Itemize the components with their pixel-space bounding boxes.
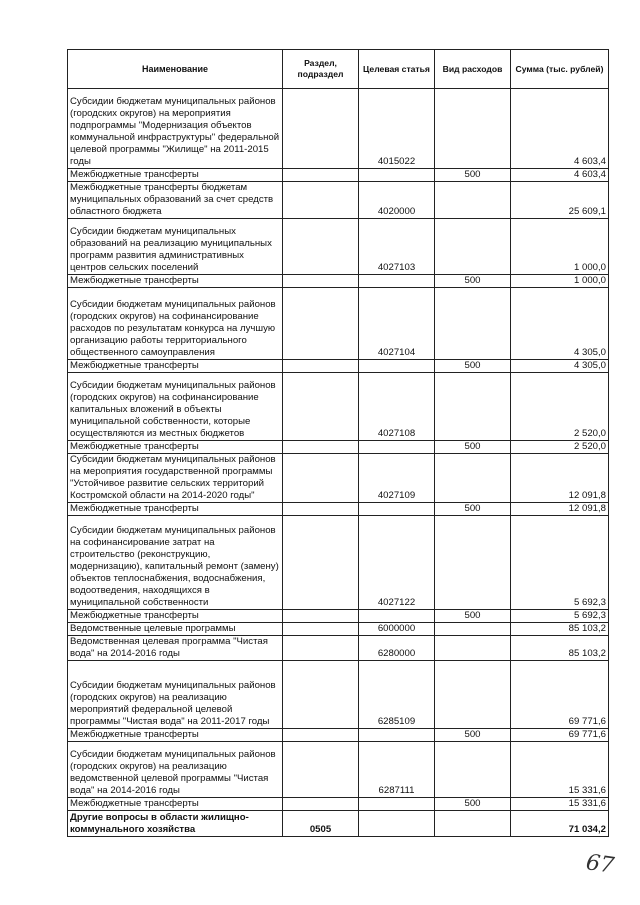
table-row bbox=[68, 503, 609, 516]
budget-table bbox=[67, 49, 609, 837]
table-cell-expense-type bbox=[435, 373, 511, 441]
table-row bbox=[68, 636, 609, 661]
table-cell-expense-type bbox=[435, 182, 511, 219]
table-header-row bbox=[68, 50, 609, 89]
table-cell-amount: 4 305,0 bbox=[511, 360, 609, 373]
table-cell-section: 0505 bbox=[283, 811, 359, 837]
table-cell-target bbox=[359, 169, 435, 182]
table-row bbox=[68, 623, 609, 636]
table-cell-target bbox=[359, 503, 435, 516]
table-cell-expense-type bbox=[435, 516, 511, 610]
table-cell-name: Межбюджетные трансферты bbox=[68, 503, 283, 516]
table-cell-amount: 2 520,0 bbox=[511, 441, 609, 454]
table-cell-section bbox=[283, 729, 359, 742]
table-cell-expense-type bbox=[435, 454, 511, 503]
table-cell-amount: 12 091,8 bbox=[511, 454, 609, 503]
table-row bbox=[68, 288, 609, 360]
table-cell-expense-type: 500 bbox=[435, 729, 511, 742]
table-cell-amount: 69 771,6 bbox=[511, 729, 609, 742]
table-cell-expense-type bbox=[435, 661, 511, 729]
table-cell-section bbox=[283, 454, 359, 503]
table-cell-expense-type: 500 bbox=[435, 441, 511, 454]
table-cell-name: Субсидии бюджетам муниципальных районов на мероприятия государственной программы "Устойчивое развитие сельских территорий Костромской области на 2014-2020 годы" bbox=[68, 454, 283, 503]
table-cell-section bbox=[283, 636, 359, 661]
table-cell-expense-type: 500 bbox=[435, 275, 511, 288]
table-cell-expense-type bbox=[435, 636, 511, 661]
table-row bbox=[68, 275, 609, 288]
table-cell-section bbox=[283, 288, 359, 360]
table-cell-amount: 1 000,0 bbox=[511, 275, 609, 288]
table-row bbox=[68, 798, 609, 811]
table-body bbox=[68, 89, 609, 837]
table-cell-amount: 1 000,0 bbox=[511, 219, 609, 275]
table-cell-amount: 4 305,0 bbox=[511, 288, 609, 360]
table-cell-amount: 69 771,6 bbox=[511, 661, 609, 729]
table-cell-section bbox=[283, 661, 359, 729]
table-cell-amount: 12 091,8 bbox=[511, 503, 609, 516]
table-cell-section bbox=[283, 373, 359, 441]
table-cell-amount: 2 520,0 bbox=[511, 373, 609, 441]
table-cell-target: 4027103 bbox=[359, 219, 435, 275]
table-cell-section bbox=[283, 275, 359, 288]
table-row bbox=[68, 454, 609, 503]
table-row bbox=[68, 610, 609, 623]
table-cell-target bbox=[359, 729, 435, 742]
table-cell-amount: 15 331,6 bbox=[511, 742, 609, 798]
header-section: Раздел, подраздел bbox=[283, 50, 359, 89]
table-row bbox=[68, 89, 609, 169]
table-cell-name: Ведомственная целевая программа "Чистая вода" на 2014-2016 годы bbox=[68, 636, 283, 661]
table-row bbox=[68, 811, 609, 837]
table-cell-target: 6000000 bbox=[359, 623, 435, 636]
table-cell-target bbox=[359, 275, 435, 288]
table-cell-name: Межбюджетные трансферты bbox=[68, 798, 283, 811]
table-row bbox=[68, 729, 609, 742]
table-cell-name: Субсидии бюджетам муниципальных районов (городских округов) на реализацию ведомственной целевой программы "Чистая вода" на 2014-2016 годы bbox=[68, 742, 283, 798]
table-cell-name: Субсидии бюджетам муниципальных районов на софинансирование затрат на строительство (реконструкцию, модернизацию), капитальный ремонт (замену) объектов теплоснабжения, водоснабжения, водоотведения, находящихся в муниципальной собственности bbox=[68, 516, 283, 610]
table-cell-expense-type: 500 bbox=[435, 798, 511, 811]
table-cell-expense-type: 500 bbox=[435, 610, 511, 623]
table-cell-section bbox=[283, 742, 359, 798]
table-cell-name: Субсидии бюджетам муниципальных районов (городских округов) на софинансирование расходов по результатам конкурса на лучшую организацию работы территориального общественного самоуправления bbox=[68, 288, 283, 360]
table-cell-name: Межбюджетные трансферты bbox=[68, 169, 283, 182]
table-cell-section bbox=[283, 623, 359, 636]
table-row bbox=[68, 441, 609, 454]
table-cell-expense-type bbox=[435, 742, 511, 798]
table-cell-name: Межбюджетные трансферты bbox=[68, 610, 283, 623]
header-name: Наименование bbox=[68, 50, 283, 89]
table-cell-expense-type bbox=[435, 89, 511, 169]
table-cell-amount: 4 603,4 bbox=[511, 169, 609, 182]
header-expense-type: Вид расходов bbox=[435, 50, 511, 89]
table-cell-section bbox=[283, 610, 359, 623]
table-cell-name: Субсидии бюджетам муниципальных районов (городских округов) на софинансирование капитальных вложений в объекты муниципальной собственности, которые осуществляются из местных бюджетов bbox=[68, 373, 283, 441]
table-cell-amount: 4 603,4 bbox=[511, 89, 609, 169]
table-cell-section bbox=[283, 798, 359, 811]
table-cell-section bbox=[283, 89, 359, 169]
table-cell-target bbox=[359, 798, 435, 811]
table-cell-expense-type: 500 bbox=[435, 169, 511, 182]
table-cell-name: Ведомственные целевые программы bbox=[68, 623, 283, 636]
header-target: Целевая статья bbox=[359, 50, 435, 89]
table-cell-name: Межбюджетные трансферты bbox=[68, 441, 283, 454]
table-cell-target: 6285109 bbox=[359, 661, 435, 729]
table-cell-amount: 5 692,3 bbox=[511, 610, 609, 623]
table-cell-target: 4027122 bbox=[359, 516, 435, 610]
table-cell-amount: 5 692,3 bbox=[511, 516, 609, 610]
table-cell-name: Субсидии бюджетам муниципальных районов (городских округов) на мероприятия подпрограммы "Модернизация объектов коммунальной инфраструктуры" федеральной целевой программы "Жилище" на 2011-2015 годы bbox=[68, 89, 283, 169]
table-cell-section bbox=[283, 219, 359, 275]
table-cell-name: Межбюджетные трансферты bbox=[68, 360, 283, 373]
table-cell-amount: 15 331,6 bbox=[511, 798, 609, 811]
table-cell-name: Межбюджетные трансферты бюджетам муниципальных образований за счет средств областного бюджета bbox=[68, 182, 283, 219]
table-cell-name: Межбюджетные трансферты bbox=[68, 729, 283, 742]
table-cell-target bbox=[359, 811, 435, 837]
table-cell-expense-type bbox=[435, 288, 511, 360]
table-row bbox=[68, 373, 609, 441]
table-cell-expense-type bbox=[435, 811, 511, 837]
table-cell-amount: 25 609,1 bbox=[511, 182, 609, 219]
table-cell-target: 4020000 bbox=[359, 182, 435, 219]
table-cell-target: 4027109 bbox=[359, 454, 435, 503]
table-cell-section bbox=[283, 516, 359, 610]
table-row bbox=[68, 742, 609, 798]
table-cell-target: 4027104 bbox=[359, 288, 435, 360]
table-cell-section bbox=[283, 441, 359, 454]
table-row bbox=[68, 661, 609, 729]
table-cell-expense-type bbox=[435, 623, 511, 636]
table-cell-name: Межбюджетные трансферты bbox=[68, 275, 283, 288]
table-cell-target: 4027108 bbox=[359, 373, 435, 441]
table-cell-amount: 85 103,2 bbox=[511, 623, 609, 636]
table-cell-name: Субсидии бюджетам муниципальных районов (городских округов) на реализацию мероприятий федеральной целевой программы "Чистая вода" на 2011-2017 годы bbox=[68, 661, 283, 729]
table-cell-amount: 71 034,2 bbox=[511, 811, 609, 837]
table-cell-name: Другие вопросы в области жилищно-коммунального хозяйства bbox=[68, 811, 283, 837]
table-cell-section bbox=[283, 169, 359, 182]
table-cell-target: 6287111 bbox=[359, 742, 435, 798]
table-cell-expense-type: 500 bbox=[435, 503, 511, 516]
table-cell-target bbox=[359, 441, 435, 454]
table-cell-section bbox=[283, 182, 359, 219]
table-row bbox=[68, 360, 609, 373]
table-cell-section bbox=[283, 503, 359, 516]
table-cell-target: 4015022 bbox=[359, 89, 435, 169]
table-row bbox=[68, 169, 609, 182]
table-cell-amount: 85 103,2 bbox=[511, 636, 609, 661]
table-cell-target: 6280000 bbox=[359, 636, 435, 661]
table-cell-name: Субсидии бюджетам муниципальных образований на реализацию муниципальных программ развития административных центров сельских поселений bbox=[68, 219, 283, 275]
table-row bbox=[68, 182, 609, 219]
table-row bbox=[68, 219, 609, 275]
table-cell-target bbox=[359, 360, 435, 373]
table-cell-section bbox=[283, 360, 359, 373]
table-cell-target bbox=[359, 610, 435, 623]
header-amount: Сумма (тыс. рублей) bbox=[511, 50, 609, 89]
table-cell-expense-type bbox=[435, 219, 511, 275]
table-row bbox=[68, 516, 609, 610]
table-cell-expense-type: 500 bbox=[435, 360, 511, 373]
page-number: 67 bbox=[584, 850, 616, 879]
